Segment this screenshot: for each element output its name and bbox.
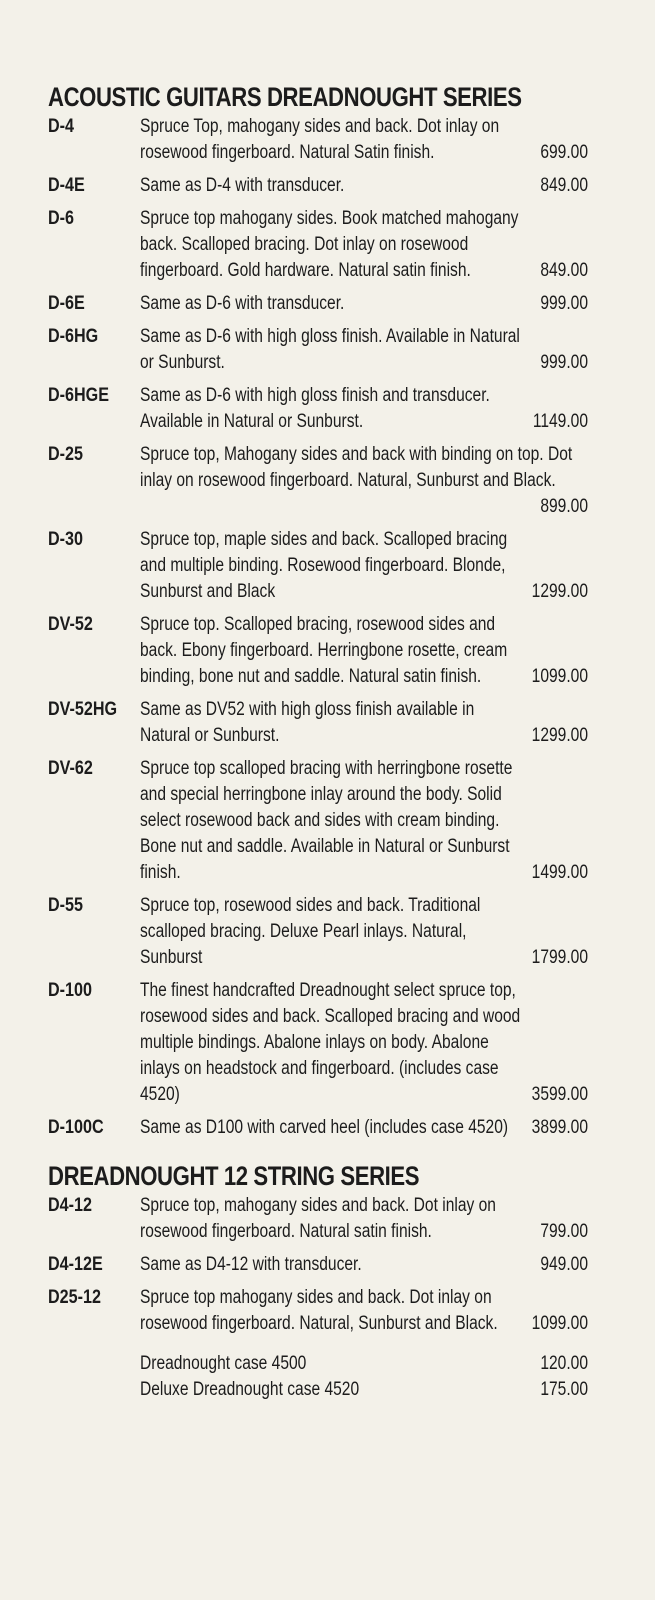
product-price: 1099.00 <box>531 1313 588 1334</box>
product-description: Spruce top mahogany sides. Book matched mahogany back. Scalloped bracing. Dot inlay on rosewood fingerboard. Gold hardware. Natural satin finish. <box>140 208 519 281</box>
product-row <box>48 697 588 749</box>
product-description: Spruce top, mahogany sides and back. Dot inlay on rosewood fingerboard. Natural satin finish. <box>140 1195 496 1242</box>
product-row <box>48 1115 588 1141</box>
product-description-block <box>140 756 588 886</box>
product-code: D4-12E <box>48 1254 103 1275</box>
product-code: D25-12 <box>48 1287 101 1308</box>
product-price: 849.00 <box>540 175 588 196</box>
product-row <box>48 527 588 605</box>
product-code: D-55 <box>48 895 84 916</box>
case-row <box>140 1351 588 1377</box>
acoustic-items <box>48 114 588 1141</box>
product-description-block <box>140 324 588 376</box>
product-row <box>48 1252 588 1278</box>
product-description: Spruce top, rosewood sides and back. Traditional scalloped bracing. Deluxe Pearl inlays. Natural, Sunburst <box>140 895 481 968</box>
product-row <box>48 173 588 199</box>
section-title-12-string: DREADNOUGHT 12 STRING SERIES <box>48 1161 420 1191</box>
product-price: 3599.00 <box>531 1084 588 1105</box>
product-row <box>48 1193 588 1245</box>
product-row <box>48 114 588 166</box>
product-price: 799.00 <box>540 1221 588 1242</box>
twelve-string-items <box>48 1193 588 1337</box>
product-price: 699.00 <box>540 142 588 163</box>
product-row <box>48 893 588 971</box>
product-price: 1799.00 <box>531 947 588 968</box>
product-description: The finest handcrafted Dreadnought select spruce top, rosewood sides and back. Scalloped bracing and wood multiple bindings. Abalone inlays on body. Abalone inlays on headstock and fingerboard. (includes case 4520) <box>140 980 521 1105</box>
product-row <box>48 756 588 886</box>
product-description-block <box>140 527 588 605</box>
product-code: D4-12 <box>48 1195 92 1216</box>
product-price: 1099.00 <box>531 666 588 687</box>
product-code: D-25 <box>48 444 84 465</box>
product-description: Same as D-4 with transducer. <box>140 175 345 196</box>
case-price: 120.00 <box>540 1353 588 1374</box>
product-description-block <box>140 612 588 690</box>
product-code: D-30 <box>48 529 84 550</box>
case-row <box>140 1377 588 1403</box>
product-price: 849.00 <box>540 260 588 281</box>
product-description: Same as DV52 with high gloss finish available in Natural or Sunburst. <box>140 699 475 746</box>
product-description: Spruce top, maple sides and back. Scalloped bracing and multiple binding. Rosewood fingerboard. Blonde, Sunburst and Black <box>140 529 508 602</box>
product-description-block <box>140 442 588 520</box>
product-description-block <box>140 114 588 166</box>
product-price: 1299.00 <box>531 725 588 746</box>
product-description: Same as D100 with carved heel (includes case 4520) <box>140 1117 509 1138</box>
product-description-block <box>140 173 588 199</box>
product-code: D-4E <box>48 175 85 196</box>
product-description-block <box>140 893 588 971</box>
product-code: D-100 <box>48 980 92 1001</box>
product-code: D-4 <box>48 116 75 137</box>
product-price: 949.00 <box>540 1254 588 1275</box>
product-price: 999.00 <box>540 293 588 314</box>
product-code: DV-52HG <box>48 699 118 720</box>
product-description-block <box>140 1252 588 1278</box>
product-description: Same as D4-12 with transducer. <box>140 1254 362 1275</box>
product-description: Same as D-6 with transducer. <box>140 293 345 314</box>
price-list <box>48 80 588 1403</box>
product-description: Spruce top mahogany sides and back. Dot inlay on rosewood fingerboard. Natural, Sunburst and Black. <box>140 1287 498 1334</box>
product-row <box>48 1285 588 1337</box>
case-name: Dreadnought case 4500 <box>140 1353 307 1374</box>
product-description: Same as D-6 with high gloss finish. Available in Natural or Sunburst. <box>140 326 520 373</box>
product-code: DV-62 <box>48 758 93 779</box>
product-code: D-6 <box>48 208 75 229</box>
product-description: Same as D-6 with high gloss finish and transducer. Available in Natural or Sunburst. <box>140 385 490 432</box>
product-description: Spruce Top, mahogany sides and back. Dot inlay on rosewood fingerboard. Natural Satin finish. <box>140 116 500 163</box>
product-description-block <box>140 978 588 1108</box>
product-description-block <box>140 1285 588 1337</box>
product-row <box>48 324 588 376</box>
case-list <box>48 1351 588 1403</box>
product-row <box>48 383 588 435</box>
product-description-block <box>140 1193 588 1245</box>
case-name: Deluxe Dreadnought case 4520 <box>140 1379 360 1400</box>
product-code: D-6HGE <box>48 385 110 406</box>
product-description-block <box>140 206 588 284</box>
product-description: Spruce top, Mahogany sides and back with binding on top. Dot inlay on rosewood fingerboard. Natural, Sunburst and Black. <box>140 444 573 491</box>
section-title-acoustic: ACOUSTIC GUITARS DREADNOUGHT SERIES <box>48 82 522 112</box>
product-description-block <box>140 383 588 435</box>
product-price: 3899.00 <box>531 1117 588 1138</box>
product-row <box>48 442 588 520</box>
product-price: 1299.00 <box>531 581 588 602</box>
product-description-block <box>140 697 588 749</box>
product-description-block <box>140 291 588 317</box>
product-description-block <box>140 1115 588 1141</box>
product-row <box>48 291 588 317</box>
product-price: 899.00 <box>540 496 588 517</box>
product-description: Spruce top. Scalloped bracing, rosewood sides and back. Ebony fingerboard. Herringbone rosette, cream binding, bone nut and saddle. Natural satin finish. <box>140 614 508 687</box>
product-description: Spruce top scalloped bracing with herringbone rosette and special herringbone inlay around the body. Solid select rosewood back and sides with cream binding. Bone nut and saddle. Available in Natural or Sunburst finish. <box>140 758 513 883</box>
product-code: D-6HG <box>48 326 99 347</box>
product-price: 999.00 <box>540 352 588 373</box>
product-row <box>48 206 588 284</box>
product-price: 1149.00 <box>532 411 588 432</box>
product-row <box>48 978 588 1108</box>
case-price: 175.00 <box>540 1379 588 1400</box>
product-price: 1499.00 <box>531 862 588 883</box>
product-code: D-6E <box>48 293 85 314</box>
product-code: D-100C <box>48 1117 104 1138</box>
product-code: DV-52 <box>48 614 93 635</box>
product-row <box>48 612 588 690</box>
